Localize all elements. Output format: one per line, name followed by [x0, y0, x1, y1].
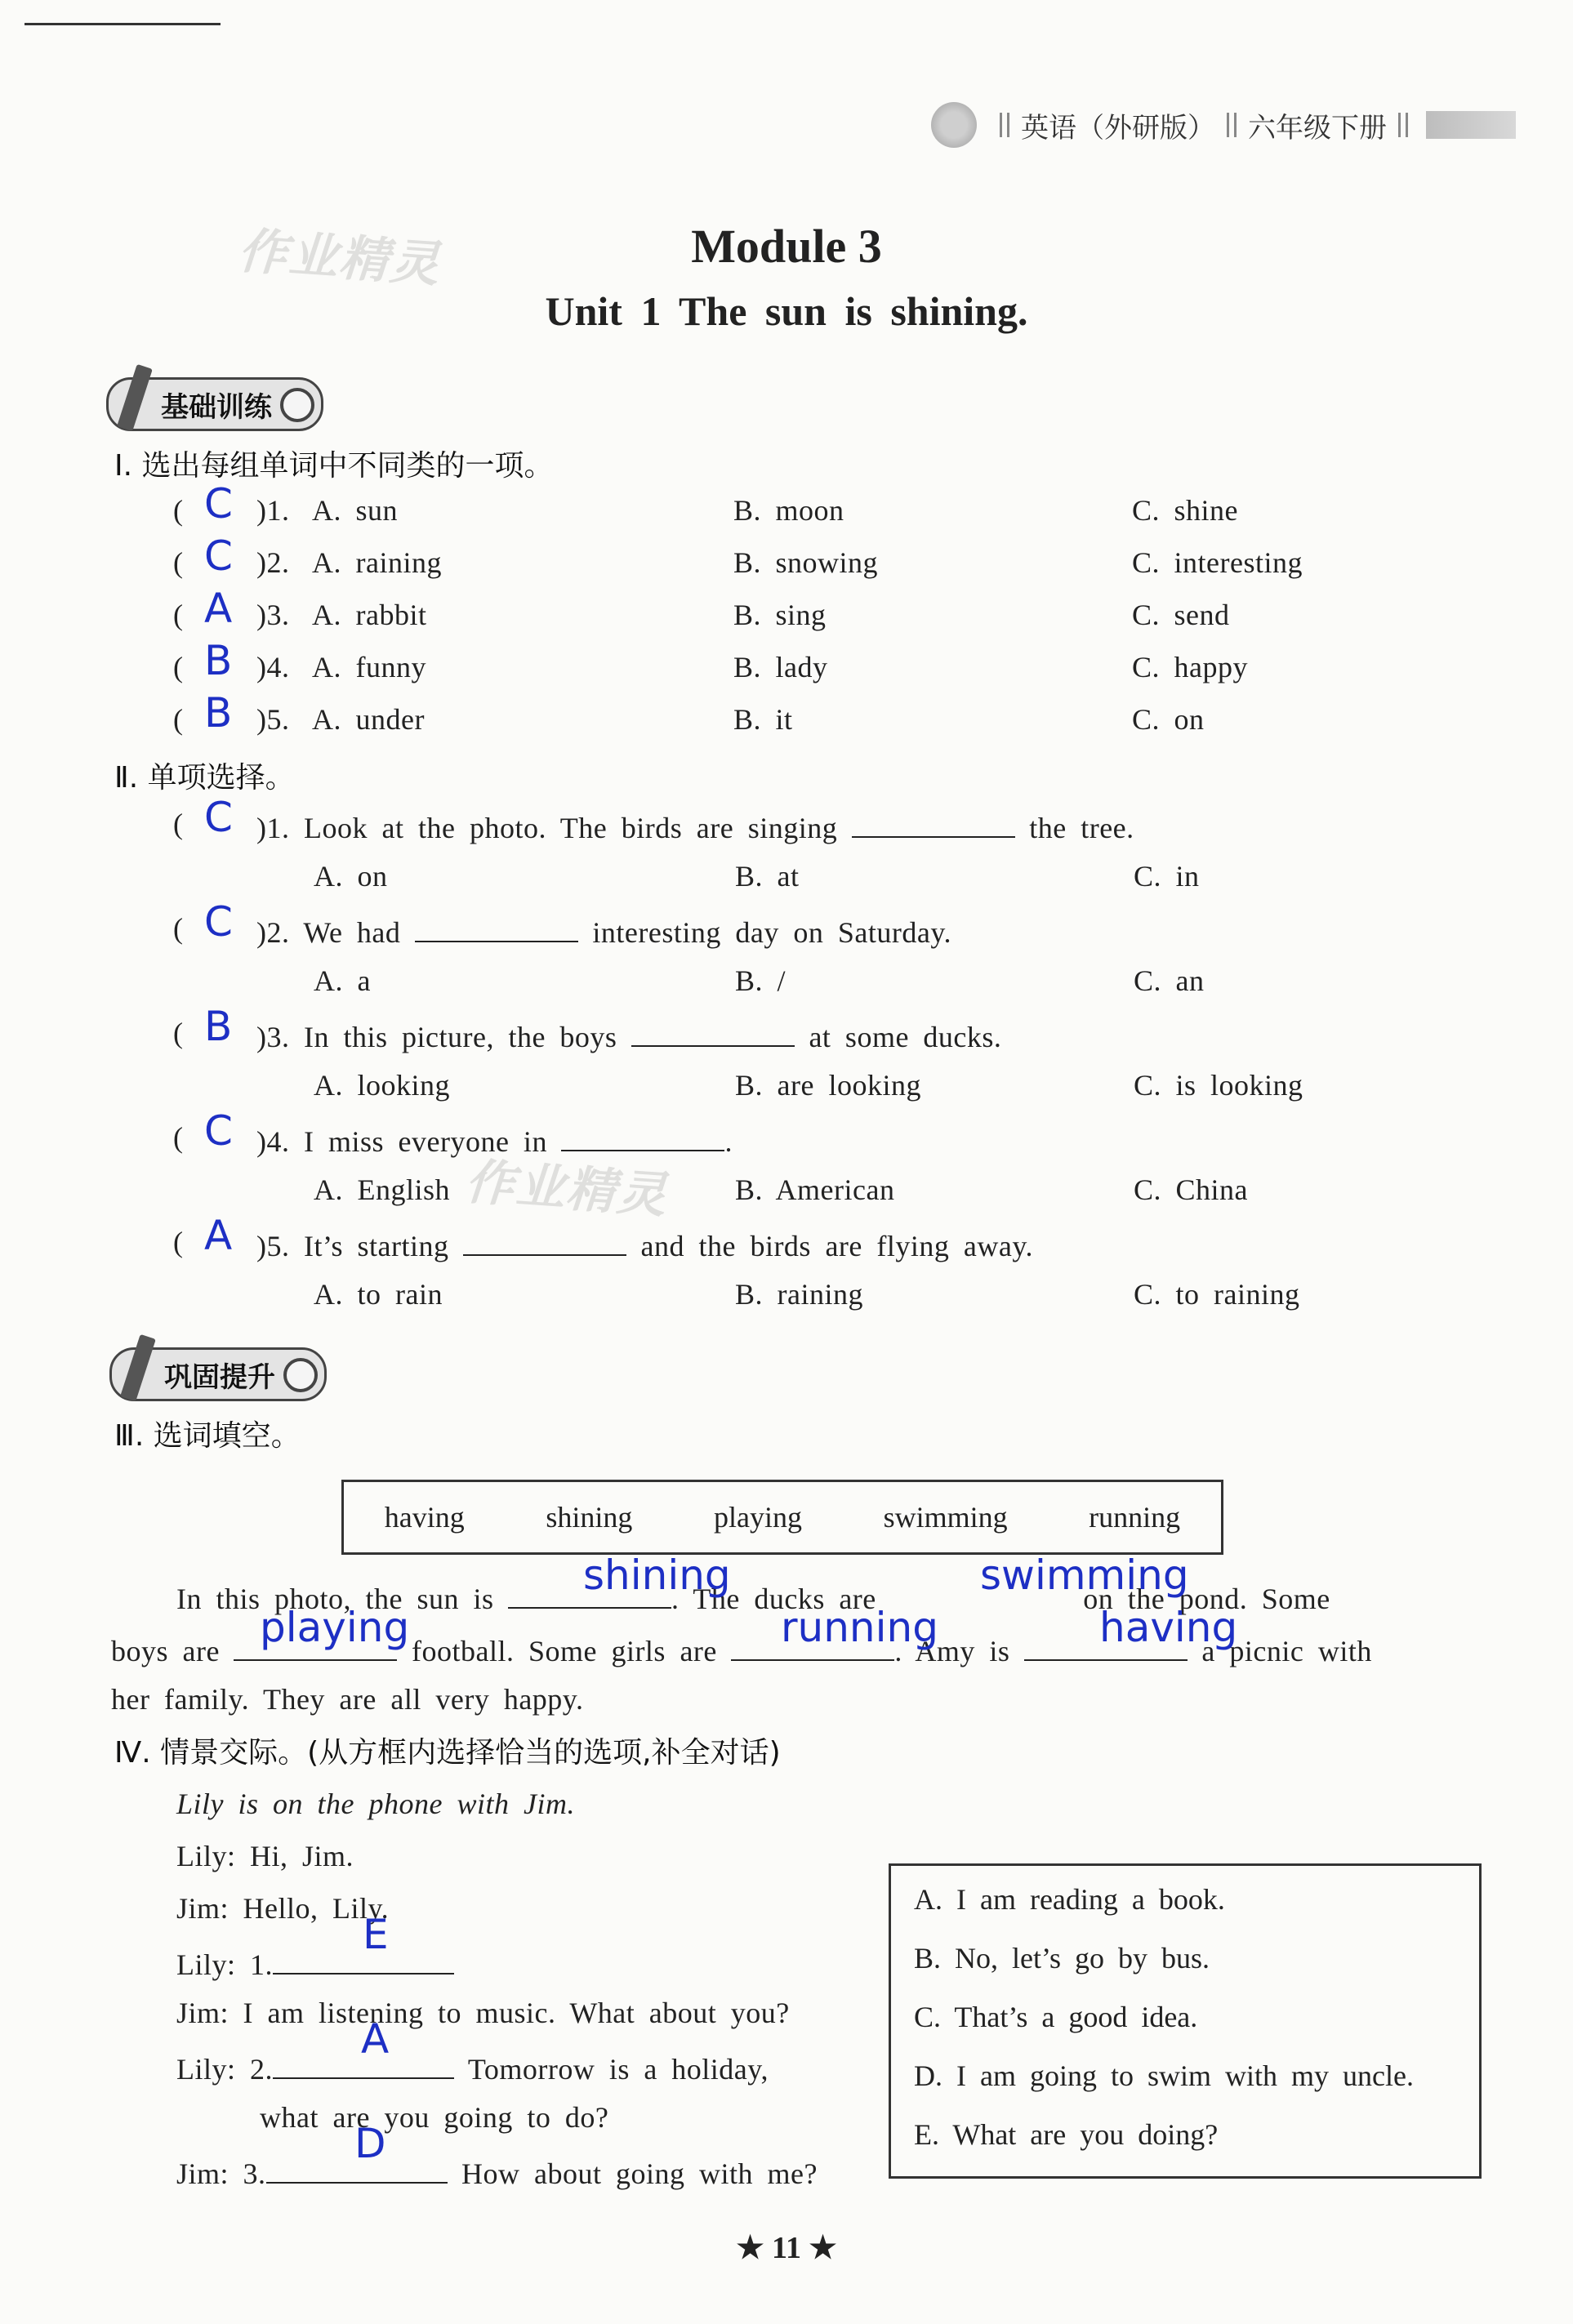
paren-left: ( — [173, 1017, 183, 1049]
dialog-line — [176, 2048, 769, 2086]
handwritten-answer: swimming — [980, 1552, 1189, 1599]
option-c: C. on — [1132, 703, 1205, 736]
divider — [1227, 113, 1237, 137]
dialog-text: Lily: 2. — [176, 2053, 273, 2086]
badge-basic — [106, 377, 323, 431]
dialog-intro: Lily is on the phone with Jim. — [176, 1788, 575, 1820]
dialog-line — [176, 2153, 818, 2191]
paren-left: ( — [173, 651, 183, 683]
option-a: A. funny — [312, 651, 426, 683]
pencil-icon — [117, 364, 153, 431]
question-number: )1. — [256, 494, 290, 527]
unit-title: Unit 1 The sun is shining. — [545, 288, 1028, 334]
option-c: C. is looking — [1134, 1069, 1303, 1102]
option-b: B. raining — [735, 1278, 863, 1311]
question-number: )3. — [256, 599, 290, 631]
option-a: A. a — [314, 964, 371, 997]
section-heading: Ⅰ. 选出每组单词中不同类的一项。 — [114, 449, 554, 483]
options-box — [889, 1863, 1482, 2179]
paren-left: ( — [173, 494, 183, 527]
handwritten-answer: C — [204, 480, 233, 528]
option-a: A. rabbit — [312, 599, 427, 631]
handwritten-answer: playing — [260, 1604, 410, 1651]
handwritten-answer: B — [204, 637, 233, 684]
dialog-line: Lily: Hi, Jim. — [176, 1840, 354, 1872]
page-number: ★ 11 ★ — [736, 2231, 837, 2265]
handwritten-answer: running — [781, 1604, 938, 1651]
dialog-line: what are you going to do? — [260, 2101, 609, 2134]
watermark-logo: 作业精灵 — [463, 1153, 670, 1225]
passage-text: a picnic with — [1201, 1635, 1372, 1667]
passage-text: boys are — [111, 1635, 220, 1667]
paren-left: ( — [173, 703, 183, 736]
option-a: A. on — [314, 860, 388, 893]
paren-left: ( — [173, 912, 183, 945]
handwritten-answer: C — [204, 1107, 233, 1155]
header-grade: 六年级下册 — [1248, 111, 1387, 145]
paren-left: ( — [173, 808, 183, 840]
question-stem: )3. In this picture, the boys at some ducks. — [256, 1016, 1001, 1054]
paren-left: ( — [173, 1121, 183, 1154]
word-option: swimming — [883, 1501, 1008, 1534]
handwritten-answer: C — [204, 794, 233, 841]
section-heading: Ⅳ. 情景交际。(从方框内选择恰当的选项,补全对话) — [114, 1736, 781, 1770]
word-box — [341, 1480, 1223, 1555]
option-b: B. lady — [733, 651, 828, 683]
dialog-option: C. That’s a good idea. — [914, 2001, 1198, 2033]
option-b: B. at — [735, 860, 800, 893]
handwritten-answer: A — [204, 1212, 233, 1259]
dialog-text: Lily: 1. — [176, 1948, 273, 1981]
section-heading: Ⅱ. 单项选择。 — [114, 761, 295, 795]
badge-label: 基础训练 — [161, 390, 272, 424]
header-subject: 英语（外研版） — [1021, 111, 1215, 145]
option-a: A. raining — [312, 546, 442, 579]
handwritten-answer: A — [361, 2015, 390, 2063]
passage-text: on the pond. Some — [1083, 1583, 1330, 1615]
handwritten-answer: C — [204, 898, 233, 946]
answer-blank — [463, 1225, 626, 1256]
divider — [1000, 113, 1009, 137]
option-c: C. send — [1132, 599, 1230, 631]
handwritten-answer: C — [204, 532, 233, 580]
dialog-line: Jim: Hello, Lily. — [176, 1892, 390, 1925]
question-stem: )1. Look at the photo. The birds are singing the tree. — [256, 807, 1134, 845]
answer-blank — [561, 1120, 724, 1151]
handwritten-answer: B — [204, 689, 233, 737]
option-b: B. snowing — [733, 546, 879, 579]
watermark-logo: 作业精灵 — [236, 222, 443, 294]
handwritten-answer: shining — [583, 1552, 731, 1599]
handwritten-answer: having — [1099, 1604, 1238, 1651]
answer-blank — [415, 911, 578, 942]
option-b: B. / — [735, 964, 786, 997]
badge-consolidate — [109, 1347, 327, 1401]
page-header — [931, 96, 1516, 154]
ring-icon — [283, 1358, 318, 1392]
question-number: )2. — [256, 546, 290, 579]
option-b: B. moon — [733, 494, 844, 527]
option-b: B. sing — [733, 599, 827, 631]
option-c: C. to raining — [1134, 1278, 1300, 1311]
answer-blank — [852, 807, 1015, 838]
divider — [1398, 113, 1408, 137]
option-a: A. under — [312, 703, 425, 736]
ring-icon — [280, 388, 314, 422]
header-decoration — [1426, 111, 1516, 139]
option-c: C. an — [1134, 964, 1205, 997]
paren-left: ( — [173, 599, 183, 631]
paren-left: ( — [173, 1226, 183, 1258]
badge-label: 巩固提升 — [164, 1360, 275, 1394]
option-c: C. China — [1134, 1173, 1249, 1206]
dialog-option: D. I am going to swim with my uncle. — [914, 2059, 1414, 2092]
word-option: shining — [546, 1501, 633, 1534]
passage-line: her family. They are all very happy. — [111, 1683, 584, 1716]
option-b: B. are looking — [735, 1069, 921, 1102]
dialog-text: Tomorrow is a holiday, — [467, 2053, 769, 2086]
dialog-option: A. I am reading a book. — [914, 1883, 1225, 1916]
question-number: )5. — [256, 703, 290, 736]
pencil-icon — [120, 1334, 156, 1401]
option-a: A. looking — [314, 1069, 451, 1102]
dialog-option: E. What are you doing? — [914, 2118, 1219, 2151]
paren-left: ( — [173, 546, 183, 579]
option-a: A. to rain — [314, 1278, 443, 1311]
option-c: C. shine — [1132, 494, 1239, 527]
option-c: C. in — [1134, 860, 1200, 893]
dialog-line — [176, 1943, 454, 1982]
question-stem: )2. We had interesting day on Saturday. — [256, 911, 951, 950]
word-option: having — [384, 1501, 465, 1534]
dialog-option: B. No, let’s go by bus. — [914, 1942, 1210, 1975]
word-option: playing — [713, 1501, 802, 1534]
sun-icon — [931, 102, 977, 148]
option-a: A. English — [314, 1173, 451, 1206]
passage-text: football. Some girls are — [411, 1635, 717, 1667]
option-b: B. it — [733, 703, 793, 736]
dialog-text: Jim: 3. — [176, 2157, 266, 2190]
option-b: B. American — [735, 1173, 895, 1206]
handwritten-answer: D — [354, 2120, 386, 2167]
section-heading: Ⅲ. 选词填空。 — [114, 1419, 301, 1453]
handwritten-answer: B — [204, 1003, 233, 1050]
question-stem: )4. I miss everyone in . — [256, 1120, 733, 1159]
option-c: C. interesting — [1132, 546, 1303, 579]
handwritten-answer: E — [363, 1911, 389, 1958]
answer-blank — [631, 1016, 795, 1047]
passage-text: . The ducks are — [671, 1583, 876, 1615]
passage-text: . Amy is — [894, 1635, 1010, 1667]
word-option: running — [1089, 1501, 1181, 1534]
option-a: A. sun — [312, 494, 399, 527]
top-rule — [25, 23, 221, 25]
question-number: )4. — [256, 651, 290, 683]
dialog-text: How about going with me? — [461, 2157, 818, 2190]
option-c: C. happy — [1132, 651, 1248, 683]
handwritten-answer: A — [204, 585, 233, 632]
dialog-line: Jim: I am listening to music. What about you? — [176, 1997, 790, 2029]
module-title: Module 3 — [691, 220, 882, 273]
question-stem: )5. It’s starting and the birds are flying away. — [256, 1225, 1033, 1263]
passage-text: In this photo, the sun is — [176, 1583, 494, 1615]
